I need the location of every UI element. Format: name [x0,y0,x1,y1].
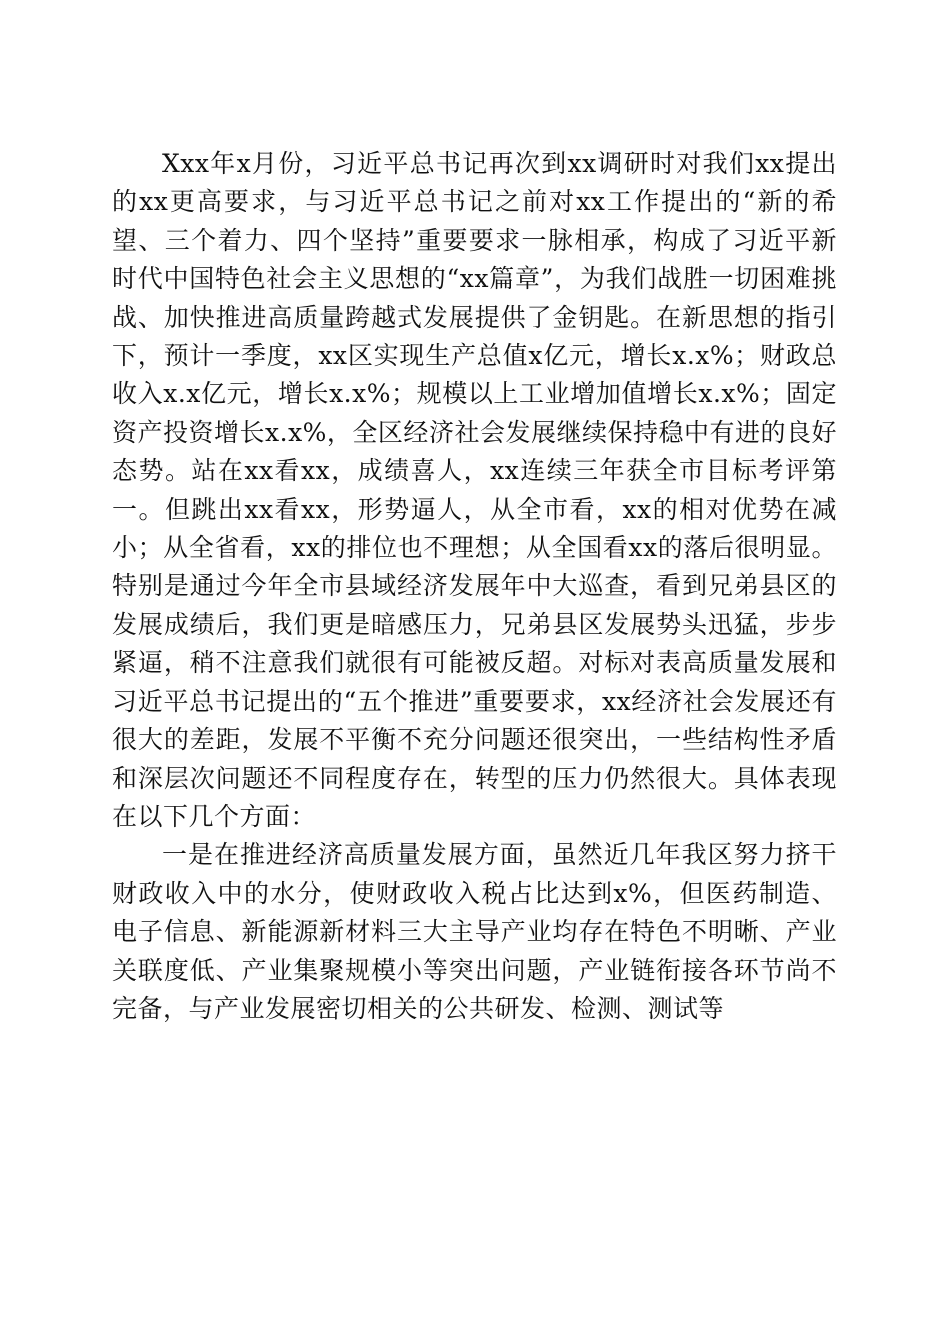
document-body [112,145,837,1028]
paragraph-1: Xxx年x月份，习近平总书记再次到xx调研时对我们xx提出的xx更高要求，与习近平总书记之前对xx工作提出的“新的希望、三个着力、四个坚持”重要要求一脉相承，构成了习近平新时代中国特色社会主义思想的“xx篇章”，为我们战胜一切困难挑战、加快推进高质量跨越式发展提供了金钥匙。在新思想的指引下，预计一季度，xx区实现生产总值x亿元，增长x.x%；财政总收入x.x亿元，增长x.x%；规模以上工业增加值增长x.x%；固定资产投资增长x.x%，全区经济社会发展继续保持稳中有进的良好态势。站在xx看xx，成绩喜人，xx连续三年获全市目标考评第一。但跳出xx看xx，形势逼人，从全市看，xx的相对优势在减小；从全省看，xx的排位也不理想；从全国看xx的落后很明显。特别是通过今年全市县域经济发展年中大巡查，看到兄弟县区的发展成绩后，我们更是暗感压力，兄弟县区发展势头迅猛，步步紧逼，稍不注意我们就很有可能被反超。对标对表高质量发展和习近平总书记提出的“五个推进”重要要求，xx经济社会发展还有很大的差距，发展不平衡不充分问题还很突出，一些结构性矛盾和深层次问题还不同程度存在，转型的压力仍然很大。具体表现在以下几个方面： [112,149,837,831]
paragraph-2: 一是在推进经济高质量发展方面，虽然近几年我区努力挤干财政收入中的水分，使财政收入税占比达到x%，但医药制造、电子信息、新能源新材料三大主导产业均存在特色不明晰、产业关联度低、产业集聚规模小等突出问题，产业链衔接各环节尚不完备，与产业发展密切相关的公共研发、检测、测试等 [112,840,837,1023]
